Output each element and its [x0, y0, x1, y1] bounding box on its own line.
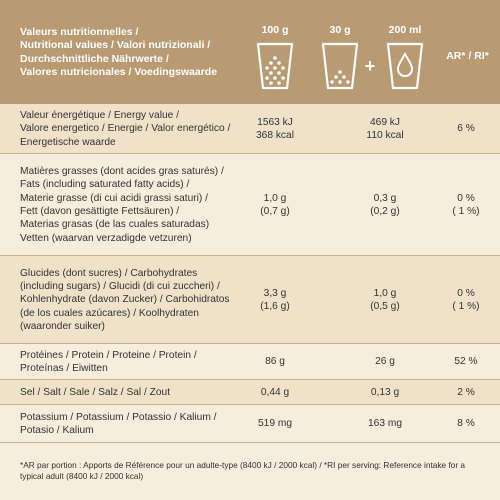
- value-ri: [440, 355, 492, 368]
- value-per-serving: [345, 386, 425, 399]
- value-ri-line: 52 %: [454, 356, 478, 368]
- value-ri: [440, 122, 492, 135]
- col-ri-label: AR* / RI*: [446, 50, 489, 62]
- value-per-100g-line: 519 mg: [258, 418, 292, 430]
- nutrient-label-line: Potasio / Kalium: [20, 425, 94, 436]
- nutrient-label: [20, 349, 240, 376]
- nutrient-label-line: Energetische waarde: [20, 136, 116, 148]
- nutrient-label-line: Potassium / Potassium / Potassio / Kalium /: [20, 411, 217, 423]
- col-30g-label: 30 g: [329, 24, 351, 36]
- nutrient-label-line: Sel / Salt / Sale / Salz / Sal / Zout: [20, 386, 171, 398]
- value-ri-line: ( 1 %): [452, 206, 480, 217]
- footnote: *AR par portion : Apports de Référence pour un adulte-type (8400 kJ / 2000 kcal) / *RI per serving: Reference intake for a typical adult (8400 kJ / 2000 kcal): [20, 460, 466, 481]
- nutrient-label-line: Proteínas / Eiwitten: [20, 363, 108, 374]
- header-title: [20, 26, 240, 80]
- value-ri: [440, 192, 492, 219]
- small-powder-cup-icon: [320, 40, 360, 92]
- powder-cup-icon: [255, 40, 295, 92]
- nutrient-label-line: (waaronder suiker): [20, 321, 105, 333]
- table-row: [0, 104, 500, 154]
- value-per-serving: [345, 192, 425, 219]
- value-ri-line: ( 1 %): [452, 301, 480, 312]
- value-ri-line: 6 %: [457, 123, 475, 135]
- value-per-serving: [345, 355, 425, 368]
- nutrient-label-line: Materias grasas (de las cuales saturadas): [20, 219, 210, 231]
- nutrient-label-line: (including sugars) / Glucidi (di cui zuccheri) /: [20, 280, 220, 292]
- water-cup-icon: [385, 40, 425, 92]
- value-per-serving-line: 1,0 g: [373, 287, 397, 299]
- value-per-100g-line: 0,44 g: [260, 386, 290, 398]
- plus-sign: +: [364, 56, 376, 76]
- value-per-serving-line: 0,3 g: [373, 192, 397, 204]
- value-ri-line: 8 %: [457, 418, 475, 430]
- nutrient-label-line: Fett (davon gesättigte Fettsäuren) /: [20, 206, 180, 218]
- nutrient-label-line: Glucides (dont sucres) / Carbohydrates: [20, 267, 198, 279]
- value-per-serving-line: 0,13 g: [370, 386, 400, 398]
- value-per-100g-line: 86 g: [265, 356, 285, 368]
- value-per-100g: [245, 287, 305, 314]
- value-ri: [440, 287, 492, 314]
- header-title-line: Valeurs nutritionnelles /: [20, 26, 139, 38]
- header-title-line: Durchschnittliche Nährwerte /: [20, 52, 169, 65]
- header-title-line: Nutritional values / Valori nutrizionali /: [20, 39, 211, 52]
- value-per-serving-line: 469 kJ: [369, 116, 400, 128]
- value-per-serving: [345, 287, 425, 314]
- value-per-100g: [245, 355, 305, 368]
- nutrient-label: [20, 165, 240, 245]
- nutrient-label-line: Materie grasse (di cui acidi grassi saturi) /: [20, 192, 208, 204]
- value-per-serving: [345, 417, 425, 430]
- table-row: [0, 344, 500, 380]
- nutrient-label-line: Valeur énergétique / Energy value /: [20, 109, 179, 121]
- nutrient-label-line: Kohlenhydrate (davon Zucker) / Carbohidratos: [20, 294, 230, 306]
- value-per-serving-line: (0,2 g): [370, 206, 400, 217]
- value-per-100g-line: 1,0 g: [263, 192, 287, 204]
- table-header: [0, 0, 500, 104]
- nutrient-label-line: Matières grasses (dont acides gras saturés) /: [20, 165, 224, 177]
- value-per-serving-line: 26 g: [375, 356, 395, 368]
- value-ri-line: 0 %: [457, 192, 475, 204]
- nutrient-label-line: (de los cuales azúcares) / Koolhydraten: [20, 307, 199, 319]
- value-ri: [440, 417, 492, 430]
- nutrient-label: [20, 109, 240, 149]
- value-per-serving-line: 163 mg: [368, 418, 402, 430]
- value-per-serving-line: (0,5 g): [370, 301, 400, 312]
- value-ri-line: 2 %: [457, 386, 475, 398]
- value-per-100g: [245, 386, 305, 399]
- nutrient-label: [20, 267, 240, 334]
- table-row: [0, 154, 500, 256]
- col-200ml-label: 200 ml: [388, 24, 422, 36]
- value-per-100g: [245, 116, 305, 143]
- header-title-line: Valores nutricionales / Voedingswaarde: [20, 66, 218, 79]
- value-ri-line: 0 %: [457, 287, 475, 299]
- value-per-100g-line: (1,6 g): [260, 301, 290, 312]
- nutrient-label-line: Fats (including saturated fatty acids) /: [20, 179, 190, 191]
- table-row: [0, 380, 500, 405]
- nutrient-label-line: Valore energetico / Energie / Valor energético /: [20, 123, 231, 135]
- value-per-100g: [245, 417, 305, 430]
- value-per-serving: [345, 116, 425, 143]
- value-per-100g-line: 3,3 g: [263, 287, 287, 299]
- value-per-serving-line: 110 kcal: [366, 130, 404, 141]
- value-per-100g-line: 368 kcal: [256, 130, 294, 141]
- nutrient-label: [20, 386, 240, 399]
- value-ri: [440, 386, 492, 399]
- value-per-100g-line: (0,7 g): [260, 206, 290, 217]
- table-row: [0, 405, 500, 443]
- nutrient-label-line: Vetten (waarvan verzadigde vetzuren): [20, 232, 192, 244]
- nutrient-label-line: Protéines / Protein / Proteine / Protein /: [20, 349, 197, 361]
- table-row: [0, 256, 500, 344]
- col-100g-label: 100 g: [261, 24, 289, 36]
- nutrient-label: [20, 411, 240, 438]
- value-per-100g: [245, 192, 305, 219]
- value-per-100g-line: 1563 kJ: [257, 116, 293, 128]
